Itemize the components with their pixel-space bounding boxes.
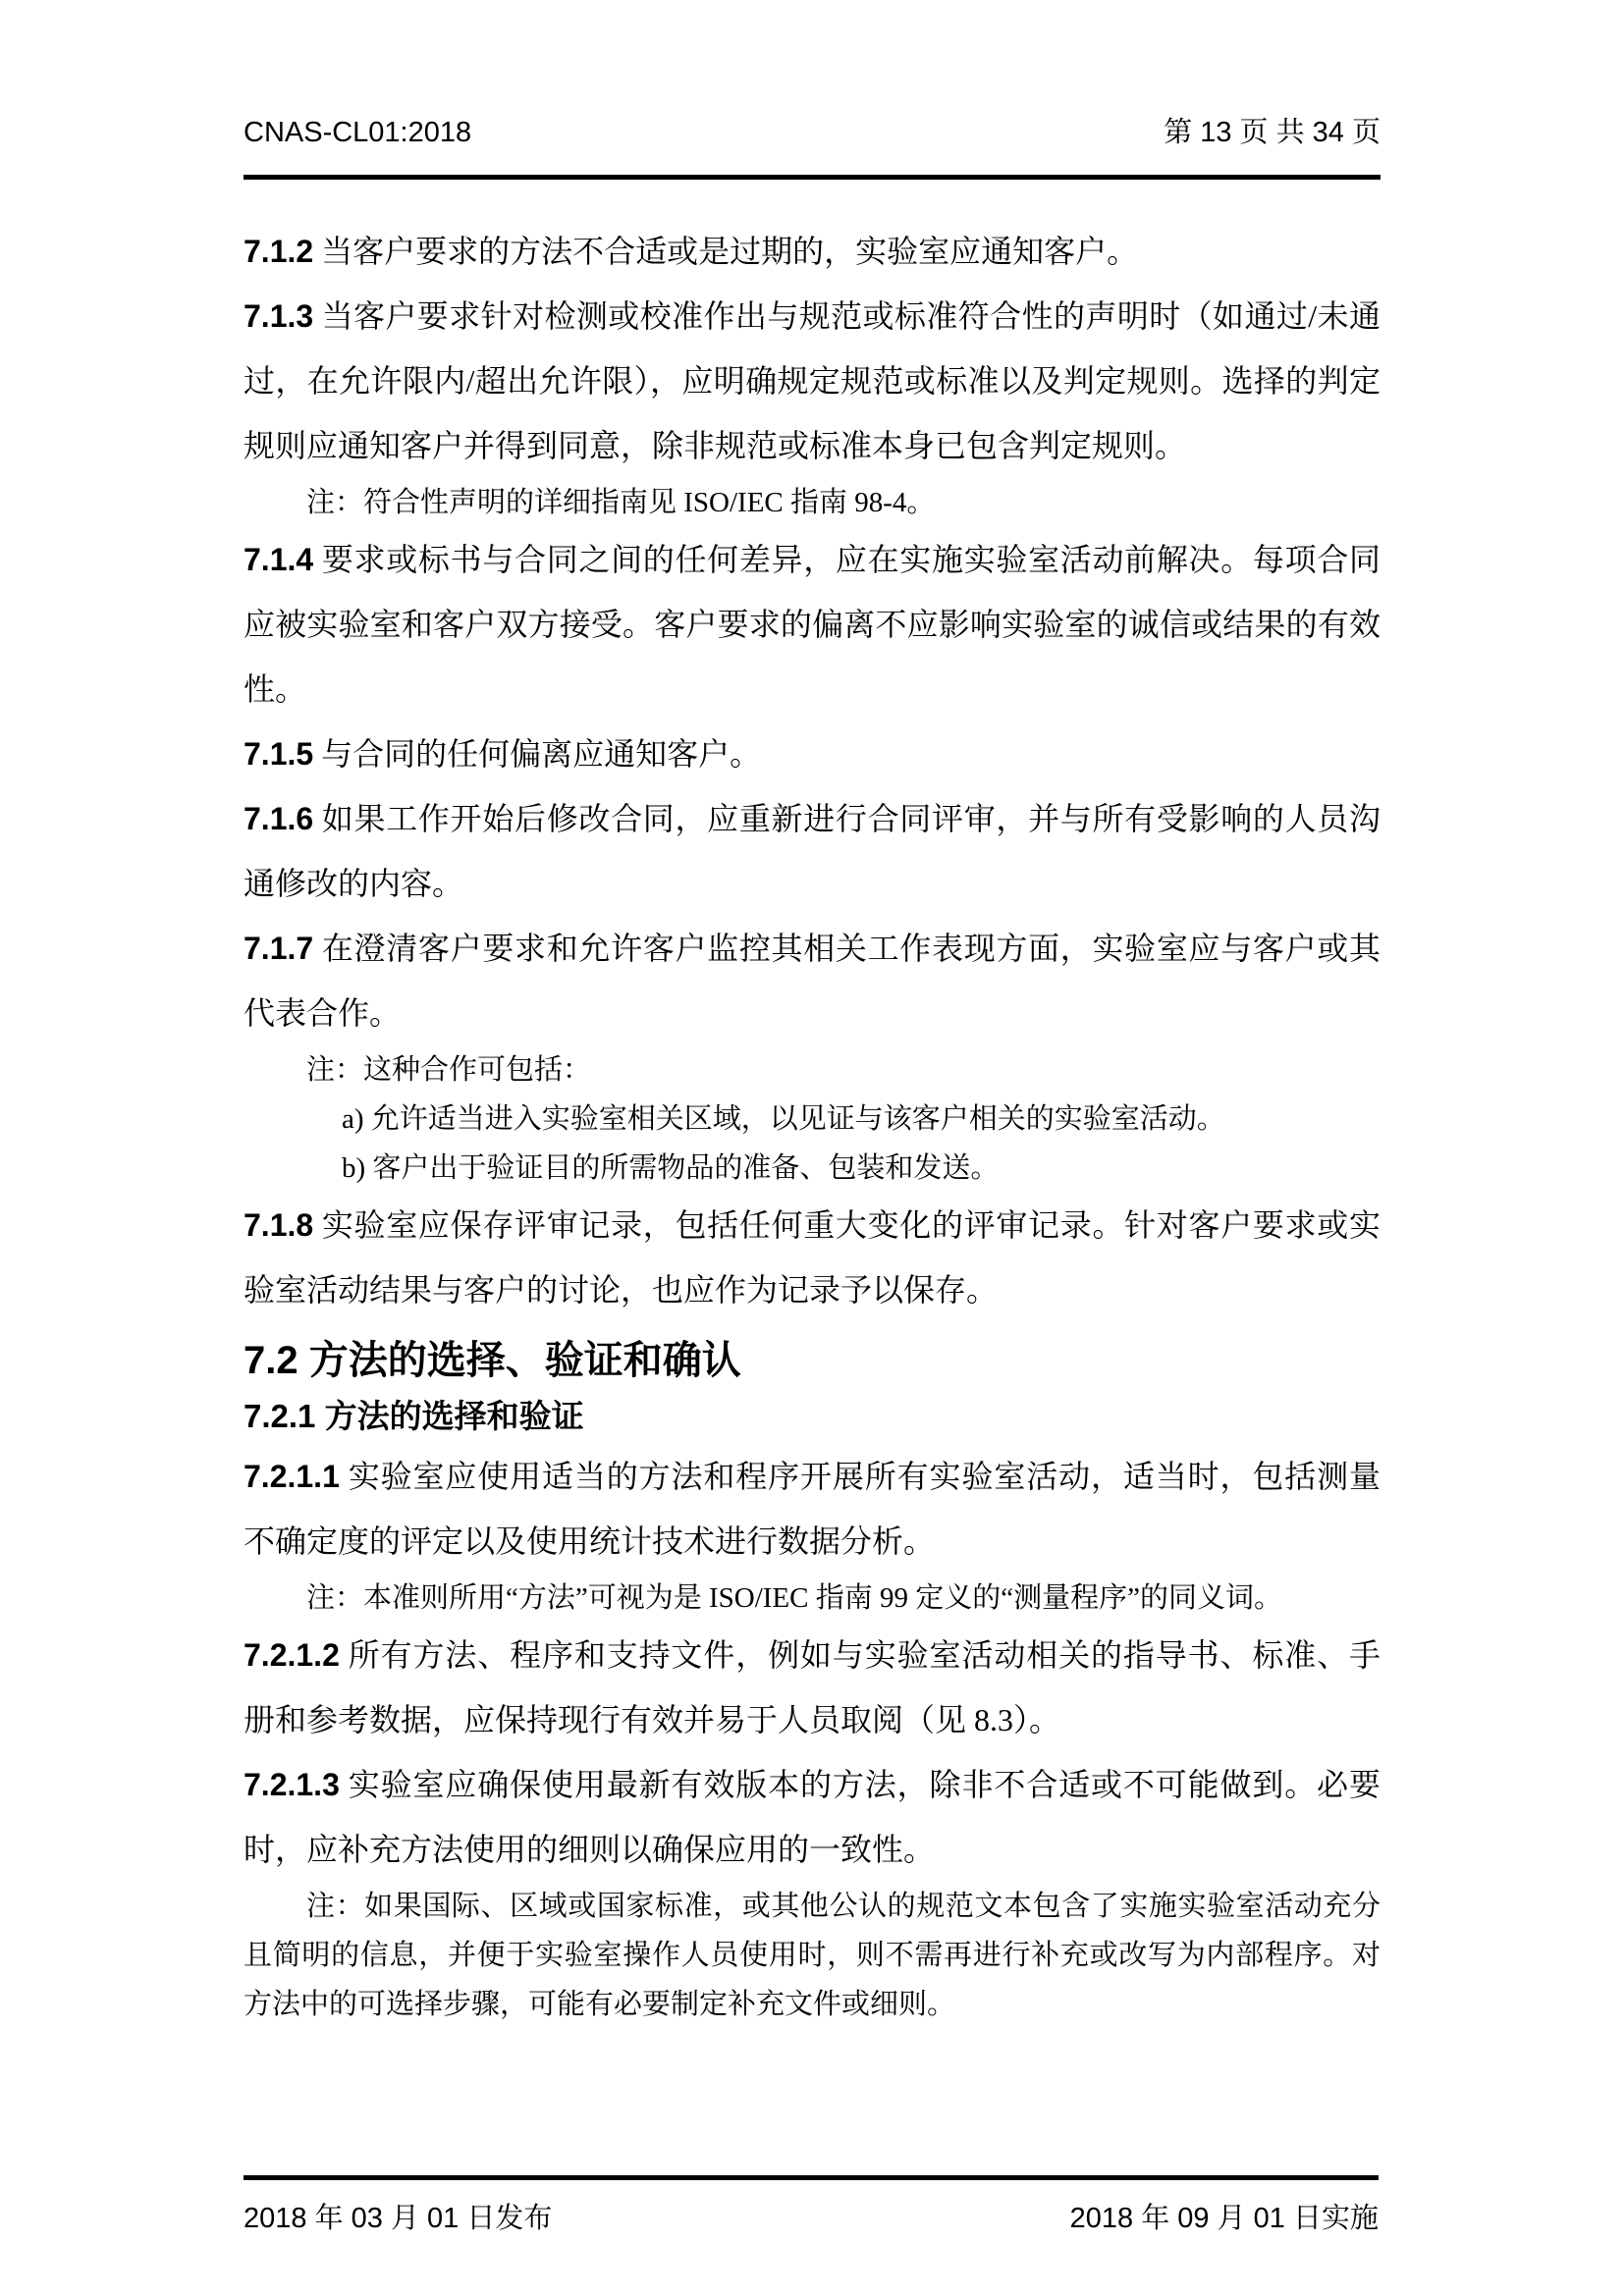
note-paragraph: b) 客户出于验证目的所需物品的准备、包装和发送。	[342, 1152, 1000, 1184]
clause-number: 7.2.1	[244, 1398, 316, 1434]
doc-code-label: CNAS-CL01:2018	[244, 117, 472, 148]
clause-paragraph: 7.2.1.1 实验室应使用适当的方法和程序开展所有实验室活动，适当时，包括测量不确定度的评定以及使用统计技术进行数据分析。	[244, 1459, 1380, 1559]
clause-number: 7.2.1.3	[244, 1767, 340, 1802]
clause-paragraph: 7.1.4 要求或标书与合同之间的任何差异，应在实施实验室活动前解决。每项合同应被实验室和客户双方接受。客户要求的偏离不应影响实验室的诚信或结果的有效性。	[244, 542, 1380, 707]
clause-number: 7.1.2	[244, 234, 314, 269]
implementation-date-label: 2018 年 09 月 01 日实施	[1069, 2203, 1379, 2234]
note-paragraph: 注：如果国际、区域或国家标准，或其他公认的规范文本包含了实施实验室活动充分且简明的信息，并便于实验室操作人员使用时，则不需再进行补充或改写为内部程序。对方法中的可选择步骤，可能有必要制定补充文件或细则。	[244, 1891, 1380, 2020]
clause-paragraph: 7.1.5 与合同的任何偏离应通知客户。	[244, 736, 762, 772]
clause-paragraph: 7.1.7 在澄清客户要求和允许客户监控其相关工作表现方面，实验室应与客户或其代表合作。	[244, 931, 1380, 1031]
clause-number: 7.1.7	[244, 931, 314, 966]
clause-paragraph: 7.2.1.3 实验室应确保使用最新有效版本的方法，除非不合适或不可能做到。必要时，应补充方法使用的细则以确保应用的一致性。	[244, 1767, 1380, 1867]
page-number-label: 第 13 页 共 34 页	[1164, 117, 1380, 148]
clause-paragraph: 7.1.3 当客户要求针对检测或校准作出与规范或标准符合性的声明时（如通过/未通过，在允许限内/超出允许限），应明确规定规范或标准以及判定规则。选择的判定规则应通知客户并得到同意，除非规范或标准本身已包含判定规则。	[244, 298, 1380, 463]
document-body	[244, 219, 1380, 2029]
note-paragraph: 注：这种合作可包括：	[306, 1054, 592, 1086]
clause-number: 7.1.4	[244, 542, 314, 577]
note-paragraph: a) 允许适当进入实验室相关区域，以见证与该客户相关的实验室活动。	[342, 1103, 1225, 1135]
clause-paragraph: 7.1.2 当客户要求的方法不合适或是过期的，实验室应通知客户。	[244, 234, 1139, 269]
clause-number: 7.1.5	[244, 736, 314, 772]
clause-paragraph: 7.2.1.2 所有方法、程序和支持文件，例如与实验室活动相关的指导书、标准、手册和参考数据，应保持现行有效并易于人员取阅（见 8.3）。	[244, 1637, 1380, 1737]
release-date-label: 2018 年 03 月 01 日发布	[244, 2203, 553, 2234]
clause-paragraph: 7.1.8 实验室应保存评审记录，包括任何重大变化的评审记录。针对客户要求或实验室活动结果与客户的讨论，也应作为记录予以保存。	[244, 1207, 1380, 1308]
note-paragraph: 注：本准则所用“方法”可视为是 ISO/IEC 指南 99 定义的“测量程序”的同义词。	[306, 1582, 1282, 1614]
section-heading: 7.2.1 方法的选择和验证	[244, 1398, 584, 1434]
note-paragraph: 注：符合性声明的详细指南见 ISO/IEC 指南 98-4。	[306, 487, 936, 518]
page-footer	[244, 2175, 1379, 2235]
section-heading: 7.2 方法的选择、验证和确认	[244, 1339, 741, 1382]
clause-number: 7.2	[244, 1339, 298, 1382]
clause-number: 7.1.6	[244, 801, 314, 836]
clause-number: 7.1.8	[244, 1207, 314, 1243]
clause-paragraph: 7.1.6 如果工作开始后修改合同，应重新进行合同评审，并与所有受影响的人员沟通修改的内容。	[244, 801, 1380, 901]
page-header	[244, 0, 1380, 180]
clause-number: 7.1.3	[244, 298, 314, 334]
clause-number: 7.2.1.2	[244, 1637, 340, 1673]
clause-number: 7.2.1.1	[244, 1459, 340, 1494]
